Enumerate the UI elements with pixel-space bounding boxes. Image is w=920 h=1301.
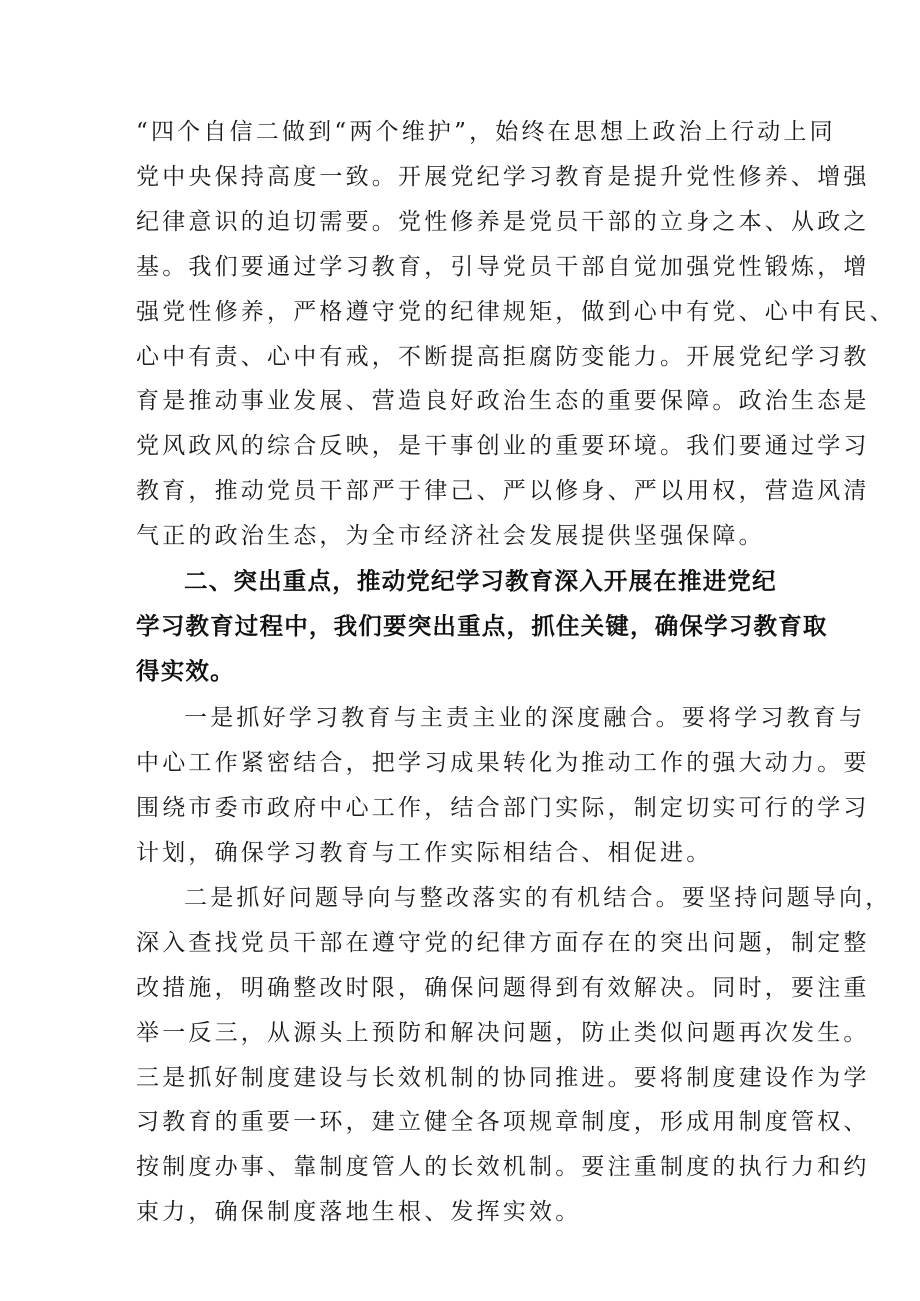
paragraph-first-line: 一是抓好学习教育与主责主业的深度融合。要将学习教育与	[184, 705, 866, 731]
body-line: 举一反三，从源头上预防和解决问题，防止类似问题再次发生。	[136, 1020, 870, 1046]
body-line: 纪律意识的迫切需要。党性修养是党员干部的立身之本、从政之	[136, 209, 870, 235]
body-line: 教育，推动党员干部严于律己、严以修身、严以用权，营造风清	[136, 478, 870, 504]
body-line: 党中央保持高度一致。开展党纪学习教育是提升党性修养、增强	[136, 164, 870, 190]
paragraph-first-line: 二是抓好问题导向与整改落实的有机结合。要坚持问题导向，	[184, 885, 892, 911]
body-line: 计划，确保学习教育与工作实际相结合、相促进。	[136, 840, 713, 866]
body-line: 气正的政治生态，为全市经济社会发展提供坚强保障。	[136, 523, 765, 549]
body-line: 三是抓好制度建设与长效机制的协同推进。要将制度建设作为学	[136, 1065, 870, 1091]
body-line: 党风政风的综合反映，是干事创业的重要环境。我们要通过学习	[136, 433, 870, 459]
body-line: 围绕市委市政府中心工作，结合部门实际，制定切实可行的学习	[136, 795, 870, 821]
section-heading: 二、突出重点，推动党纪学习教育深入开展在推进党纪	[184, 567, 777, 595]
body-line: 育是推动事业发展、营造良好政治生态的重要保障。政治生态是	[136, 388, 870, 414]
body-line: 心中有责、心中有戒，不断提高拒腐防变能力。开展党纪学习教	[136, 344, 870, 370]
body-line: 强党性修养，严格遵守党的纪律规矩，做到心中有党、心中有民、	[136, 299, 896, 325]
body-line: “四个自信二做到“两个维护”，始终在思想上政治上行动上同	[136, 119, 836, 145]
body-line: 按制度办事、靠制度管人的长效机制。要注重制度的执行力和约	[136, 1154, 870, 1180]
body-line: 束力，确保制度落地生根、发挥实效。	[136, 1199, 582, 1225]
body-line: 中心工作紧密结合，把学习成果转化为推动工作的强大动力。要	[136, 750, 870, 776]
body-line: 改措施，明确整改时限，确保问题得到有效解决。同时，要注重	[136, 975, 870, 1001]
section-heading-continued: 得实效。	[136, 657, 235, 685]
body-line: 基。我们要通过学习教育，引导党员干部自觉加强党性锻炼，增	[136, 254, 870, 280]
section-heading-continued: 学习教育过程中，我们要突出重点，抓住关键，确保学习教育取	[136, 612, 828, 640]
body-line: 习教育的重要一环，建立健全各项规章制度，形成用制度管权、	[136, 1109, 870, 1135]
body-line: 深入查找党员干部在遵守党的纪律方面存在的突出问题，制定整	[136, 930, 870, 956]
